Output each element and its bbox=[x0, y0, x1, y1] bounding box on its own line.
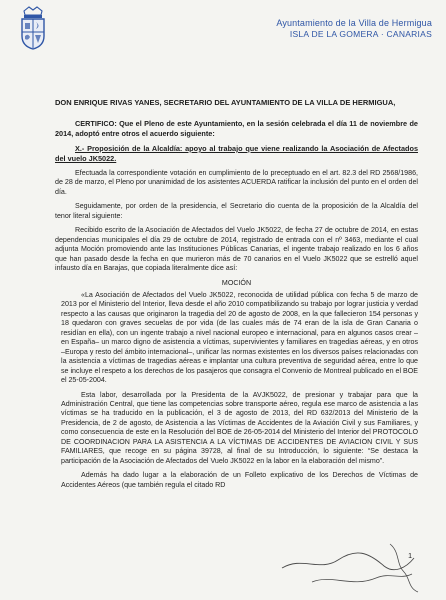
mocion-heading: MOCIÓN bbox=[221, 278, 252, 287]
certifico-paragraph: CERTIFICO: Que el Pleno de este Ayuntamiento, en la sesión celebrada el día 11 de noviembre de 2014, adoptó entre otros el acuerdo siguiente: bbox=[55, 119, 418, 138]
letterhead bbox=[276, 18, 432, 39]
mocion-paragraph-1: «La Asociación de Afectados del Vuelo JK5022, reconocida de utilidad pública con fecha 5 de marzo de 2013 por el Ministerio del Interior, lleva desde el año 2010 compatibilizando su trabajo por lograr justicia y verdad respecto a las causas que originaron la tragedia del 20 de agosto de 2008, en la que fallecieron 154 personas y 18 quedaron con graves secuelas de por vida (de las cuales más de 74 eran de la isla de Gran Canaria o residían en ella), con un ingente trabajo a nivel nacional europeo e internacional, para en algunos casos crear –en España– un marco digno de asistencia a víctimas, supervivientes y familiares en tragedias aéreas, y en otros –Europa y resto del ámbito internacional–, unificar las normas existentes en los diversos países relacionadas con la asistencia a víctimas de tragedias aéreas e implantar una cultura preventiva de seguridad aérea, entre lo que se incluye el respeto a los derechos de los pasajeros que consagra el Convenio de Montreal publicado en el BOE el 25-05-2004. bbox=[61, 290, 418, 385]
agenda-topic: X.- Proposición de la Alcaldía: apoyo al trabajo que viene realizando la Asociación de Afectados del vuelo JK5022. bbox=[55, 144, 418, 163]
signer-line: DON ENRIQUE RIVAS YANES, SECRETARIO DEL AYUNTAMIENTO DE LA VILLA DE HERMIGUA, bbox=[55, 98, 396, 107]
mocion-paragraph-3: Además ha dado lugar a la elaboración de un Folleto explicativo de los Derechos de Víctimas de Accidentes Aéreos (que también regula el citado RD bbox=[61, 471, 418, 489]
letterhead-organization: Ayuntamiento de la Villa de Hermigua bbox=[276, 18, 432, 28]
paragraph-received-letter: Recibido escrito de la Asociación de Afectados del Vuelo JK5022, de fecha 27 de octubre de 2014, en estas dependencias municipales el día 29 de octubre de 2014, registrado de entrada con el nº 3463, mediante el cual adjunta Moción promoviendo ante las Instituciones Públicas Canarias, el ingente trabajo realizado en los 6 años que han pasado desde la fecha en que murieron más de 70 canarios en el Vuelo JK5022 que se estrelló aquel infausto día en Barajas, que copiada literalmente dice así: bbox=[55, 226, 418, 273]
coat-of-arms-icon bbox=[20, 6, 46, 50]
letterhead-island: ISLA DE LA GOMERA · CANARIAS bbox=[289, 29, 432, 39]
page-number: 1 bbox=[408, 553, 412, 560]
handwritten-signature bbox=[272, 538, 422, 596]
paragraph-vote: Efectuada la correspondiente votación en cumplimiento de lo preceptuado en el art. 82.3 del RD 2568/1986, de 28 de marzo, el Pleno por unanimidad de los asistentes ACUERDA ratificar la inclusión del punto en el orden del día. bbox=[55, 169, 418, 196]
paragraph-secretary: Seguidamente, por orden de la presidencia, el Secretario dio cuenta de la proposición de la Alcaldía del tenor literal siguiente: bbox=[55, 202, 418, 220]
mocion-paragraph-2: Esta labor, desarrollada por la Presidenta de la AVJK5022, de presionar y trabajar para que la Administración Central, que tiene las competencias sobre transporte aéreo, regula ese marco de asistencia a las víctimas se ha traducido en la publicación, el 3 de agosto de 2013, del RD 632/2013 del Ministerio de la Presidencia, de 2 de agosto, de Asistencia a las Víctimas de Accidentes de la Aviación Civil y sus Familiares, y como consecuencia de este en la Resolución del BOE de 26-05-2014 del Ministerio del Interior del PROTOCOLO DE COORDINACION PARA LA ASISTENCIA A LA VÍCTIMAS DE ACCIDENTES DE AVIACION CIVIL Y SUS FAMILIARES, que recoge en su página 39728, al final de su Introducción, lo siguiente: “Se destaca la participación de la Asociación de Afectados del Vuelo JK5022 en la labor en la elaboración del mismo”. bbox=[61, 390, 418, 465]
certificate-body bbox=[55, 97, 418, 495]
